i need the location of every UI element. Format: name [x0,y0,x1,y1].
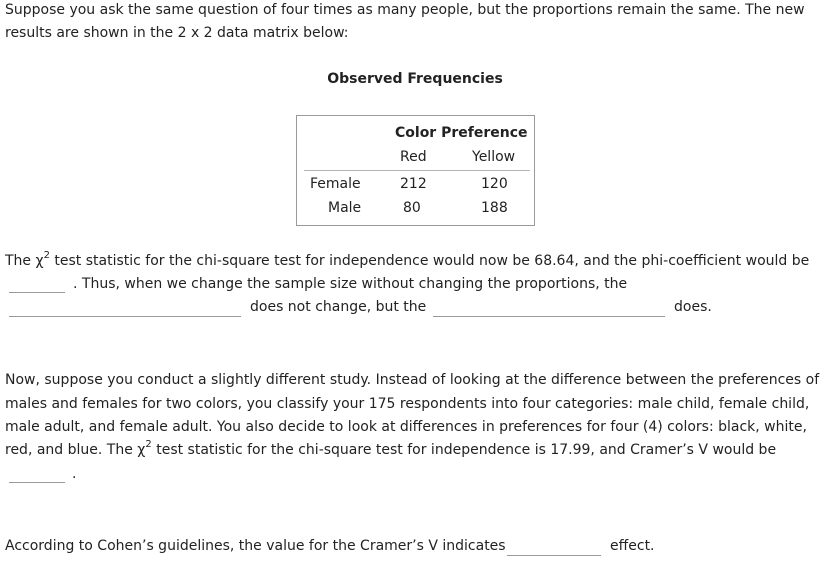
q2-line-1: Now, suppose you conduct a slightly different study. Instead of looking at the difference between the preferences of [5,372,820,388]
column-header-yellow: Yellow [472,149,516,165]
cell-male-red: 80 [403,200,421,216]
unchanged-measure-blank[interactable] [9,316,241,317]
cell-female-red: 212 [400,176,427,192]
intro-line-1: Suppose you ask the same question of four times as many people, but the proportions remain the same. The new [5,2,805,18]
q1-line-3-end: does. [674,299,712,315]
header-divider [304,170,530,171]
cramers-v-blank[interactable] [9,482,65,483]
observed-frequencies-table [296,115,535,226]
intro-line-2: results are shown in the 2 x 2 data matrix below: [5,25,349,41]
column-header-red: Red [400,149,427,165]
changed-measure-blank[interactable] [433,316,665,317]
cell-female-yellow: 120 [481,176,508,192]
row-label-male: Male [328,200,362,216]
cell-male-yellow: 188 [481,200,508,216]
effect-size-blank[interactable] [507,555,601,556]
q3-end: effect. [610,538,655,554]
q1-line-2: . Thus, when we change the sample size without changing the proportions, the [73,276,628,292]
q2-line-3: male adult, and female adult. You also decide to look at differences in preferences for four (4) colors: black, white, [5,419,807,435]
row-label-female: Female [310,176,361,192]
q2-line-2: males and females for two colors, you classify your 175 respondents into four categories: male child, female child, [5,396,810,412]
q3-text: According to Cohen’s guidelines, the value for the Cramer’s V indicates [5,538,506,554]
q1-line-1: The $\chi^2$ test statistic for the chi-square test for independence would now be 68.64, and the phi-coefficient would be [5,250,810,269]
q1-line-3-mid: does not change, but the [250,299,427,315]
q2-line-4: red, and blue. The $\chi^2$ test statistic for the chi-square test for independence is 17.99, and Cramer’s V would be [5,439,777,458]
group-header: Color Preference [395,125,528,141]
q2-line-5-end: . [72,466,77,482]
phi-coefficient-blank[interactable] [9,292,65,293]
table-title: Observed Frequencies [327,71,503,87]
